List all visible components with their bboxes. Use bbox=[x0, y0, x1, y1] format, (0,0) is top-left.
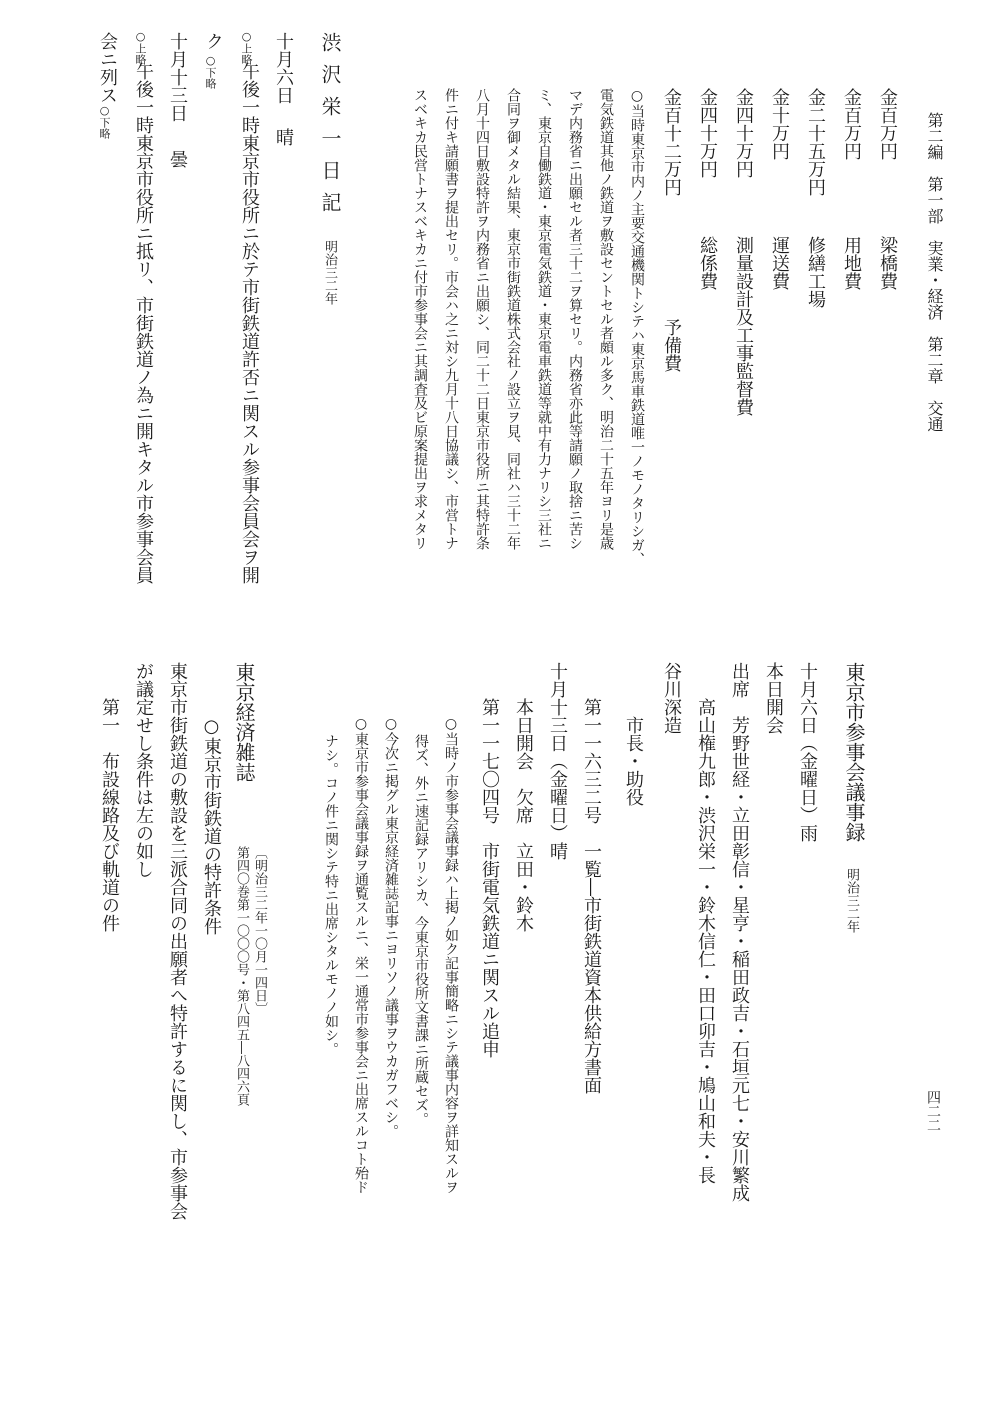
diary-title: 渋沢栄一日記 bbox=[318, 32, 342, 224]
magazine-title: 東京経済雑誌 bbox=[232, 662, 256, 782]
minutes-line: 第一一六三二号 一覧―市街鉄道資本供給方書面 bbox=[581, 698, 602, 1094]
magazine-item: 第一 布設線路及び軌道の件 bbox=[99, 698, 120, 932]
minutes-line: 第一一七〇四号 市街電気鉄道ニ関スル追申 bbox=[479, 698, 500, 1058]
budget-amount: 金四十万円 bbox=[733, 88, 754, 178]
minutes-note: ナシ。コノ件ニ関シテ特ニ出席シタルモノノ如シ。 bbox=[323, 734, 339, 1056]
diary-date: 十月六日 bbox=[273, 32, 294, 104]
omission-mark: ○下略 bbox=[204, 54, 217, 89]
diary-weather: 曇 bbox=[167, 150, 188, 168]
minutes-line: 十月十三日（金曜日）晴 bbox=[547, 662, 568, 860]
minutes-line: 本日開会 bbox=[763, 662, 784, 734]
budget-item: 予備費 bbox=[661, 318, 682, 372]
budget-item: 総係費 bbox=[697, 236, 718, 290]
note-line: 八月十四日敷設特許ヲ内務省ニ出願シ、同二十二日東京市役所ニ其特許条 bbox=[474, 88, 490, 550]
minutes-note: ○今次ニ掲グル東京経済雑誌記事ニヨリソノ議事ヲウカガフベシ。 bbox=[383, 716, 399, 1138]
budget-amount: 金二十五万円 bbox=[805, 88, 826, 196]
minutes-year: 明治三二年 bbox=[844, 868, 859, 933]
running-head: 第二編 第一部 実業・経済 第二章 交通 bbox=[925, 112, 944, 432]
magazine-heading: ○東京市街鉄道の特許条件 bbox=[201, 716, 222, 935]
diary-year: 明治三二年 bbox=[322, 240, 337, 305]
omission-mark: ○上略 bbox=[134, 30, 147, 65]
page-number: 四二二 bbox=[925, 1090, 941, 1132]
note-line: 件ニ付キ請願書ヲ提出セリ。市会ハ之ニ対シ九月十八日協議シ、市営トナ bbox=[443, 88, 459, 550]
minutes-line: 本日開会 欠席 立田・鈴木 bbox=[513, 698, 534, 932]
note-line: マデ内務省ニ出願セル者三十二ヲ算セリ。内務省亦此等請願ノ取捨ニ苦シ bbox=[567, 88, 583, 550]
budget-item: 運送費 bbox=[769, 236, 790, 290]
omission-mark: ○上略 bbox=[240, 30, 253, 65]
budget-amount: 金百十二万円 bbox=[661, 88, 682, 196]
budget-amount: 金百万円 bbox=[877, 88, 898, 160]
budget-item: 用地費 bbox=[841, 236, 862, 290]
omission-mark: ○下略 bbox=[98, 104, 111, 139]
budget-item: 梁橋費 bbox=[877, 236, 898, 290]
minutes-note: 得ズ、外ニ速記録アリシカ、今東京市役所文書課ニ所蔵セズ。 bbox=[413, 734, 429, 1126]
note-line: 合同ヲ御メタル結果、東京市街鉄道株式会社ノ設立ヲ見、同社ハ三十二年 bbox=[505, 88, 521, 550]
minutes-note: ○当時ノ市参事会議事録ハ上掲ノ如ク記事簡略ニシテ議事内容ヲ詳知スルヲ bbox=[443, 716, 459, 1194]
minutes-title: 東京市参事会議事録 bbox=[842, 662, 866, 842]
budget-amount: 金十万円 bbox=[769, 88, 790, 160]
diary-text: 午後一時東京市役所ニ抵リ、市街鉄道ノ為ニ開キタル市参事会員 bbox=[133, 62, 154, 584]
magazine-body: 東京市街鉄道の敷設を三派合同の出願者へ特許するに関し、市参事会 bbox=[167, 662, 188, 1220]
minutes-line: 谷川深造 bbox=[661, 662, 682, 734]
magazine-citation: 〔明治三二年一〇月一四日〕 bbox=[252, 846, 267, 1015]
note-line: スベキカ民営トナスベキカニ付市参事会ニ其調査及ビ原案提出ヲ求メタリ bbox=[412, 88, 428, 550]
magazine-citation: 第四〇巻第一〇〇〇号・第八四五―八四六頁 bbox=[234, 846, 249, 1106]
diary-weather: 晴 bbox=[273, 128, 294, 146]
budget-item: 測量設計及工事監督費 bbox=[733, 236, 754, 416]
minutes-line: 出席 芳野世経・立田彰信・星亨・稲田政吉・石垣元七・安川繁成 bbox=[729, 662, 750, 1202]
budget-amount: 金百万円 bbox=[841, 88, 862, 160]
diary-text: 会ニ列ス bbox=[97, 32, 118, 104]
diary-date: 十月十三日 bbox=[167, 32, 188, 122]
note-line: ○当時東京市内ノ主要交通機関トシテハ東京馬車鉄道唯一ノモノタリシガ、 bbox=[629, 88, 645, 566]
budget-item: 修繕工場 bbox=[805, 236, 826, 308]
minutes-line: 十月六日（金曜日）雨 bbox=[797, 662, 818, 842]
budget-amount: 金四十万円 bbox=[697, 88, 718, 178]
note-line: 電気鉄道其他ノ鉄道ヲ敷設セントセル者頗ル多ク、明治二十五年ヨリ是歳 bbox=[598, 88, 614, 550]
minutes-note: ○東京市参事会議事録ヲ通覧スルニ、栄一通常市参事会ニ出席スルコト殆ド bbox=[353, 716, 369, 1194]
minutes-line: 市長・助役 bbox=[623, 716, 644, 806]
diary-text: ク bbox=[203, 32, 224, 50]
magazine-body: が議定せし条件は左の如し bbox=[133, 662, 154, 878]
diary-text: 午後一時東京市役所ニ於テ市街鉄道許否ニ関スル参事会員会ヲ開 bbox=[239, 62, 260, 584]
minutes-line: 高山権九郎・渋沢栄一・鈴木信仁・田口卯吉・鳩山和夫・長 bbox=[695, 698, 716, 1184]
note-line: ミ、東京自働鉄道・東京電気鉄道・東京電車鉄道等就中有力ナリシ三社ニ bbox=[536, 88, 552, 550]
